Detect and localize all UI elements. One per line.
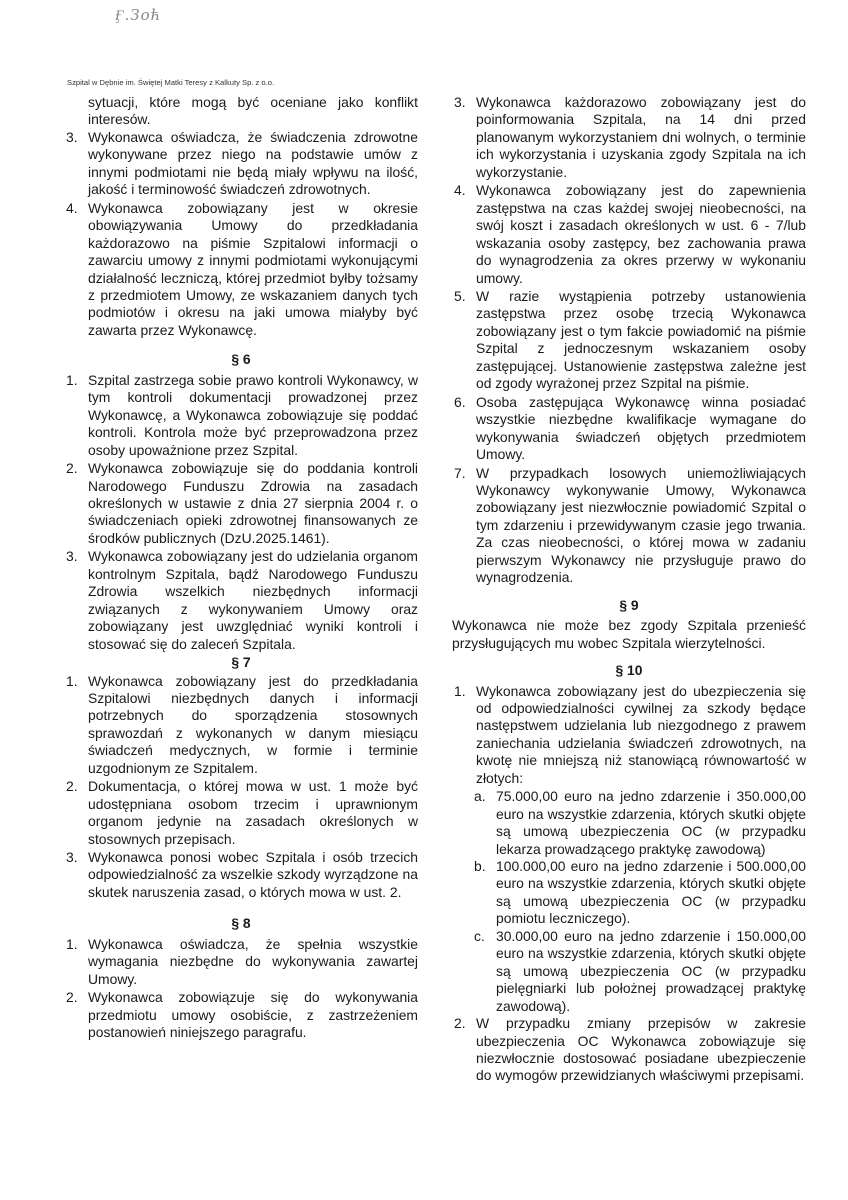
- item-text: Wykonawca zobowiązuje się do wykonywania przedmiotu umowy osobiście, z zastrzeżeniem postanowień niniejszego paragrafu.: [88, 989, 418, 1041]
- list-item: [64, 673, 418, 778]
- item-text: W razie wystąpienia potrzeby ustanowienia zastępstwa przez osobę trzecią Wykonawca zobowiązany jest o tym fakcie powiadomić na piśmie Szpital z jednoczesnym wskazaniem osoby zastępującej. Ustanowienie zastępstwa zależne jest od zgody wyrażonej przez Szpital na piśmie.: [476, 287, 806, 392]
- item-number: 1.: [66, 672, 78, 689]
- item-text: W przypadkach losowych uniemożliwiających Wykonawcy wykonywanie Umowy, Wykonawca zobowiązany jest niezwłocznie powiadomić Szpital o tym zdarzeniu i przewidywanym czasie jego trwania. Za czas nieobecności, o której mowa w zadaniu pierwszym Wykonawcy nie przysługuje prawo do wynagrodzenia.: [476, 464, 806, 586]
- sub-list-item: [472, 788, 806, 858]
- item-text: Wykonawca zobowiązany jest do przedkładania Szpitalowi niezbędnych danych i informacji potrzebnych do sporządzenia stosownych sprawozdań z wykonanych w danym miesiącu świadczeń medycznych, w formie i terminie uzgodnionym ze Szpitalem.: [88, 672, 418, 776]
- item-number: 1.: [454, 682, 466, 699]
- item-number: 6.: [454, 393, 466, 410]
- sub-list-item: [472, 858, 806, 928]
- list-item: [64, 200, 418, 340]
- item-text: Wykonawca zobowiązany jest w okresie obowiązywania Umowy do przedkładania każdorazowo na piśmie Szpitalowi informacji o zawarciu umowy z innymi podmiotami wykonującymi działalność leczniczą, której przedmiot byłby tożsamy z przedmiotem Umowy, ze wskazaniem danych tych podmiotów i okresu na jaki umowa miałyby być zawarta przez Wykonawcę.: [88, 199, 418, 338]
- item-number: 4.: [66, 199, 78, 216]
- item-number: 2.: [66, 989, 78, 1006]
- item-text: Wykonawca zobowiązany jest do ubezpieczenia się od odpowiedzialności cywilnej za szkody będące następstwem udzielania lub niezgodnego z prawem zaniechania udzielania świadczeń zdrowotnych, na kwotę nie mniejszą niż stanowiącą równowartość w złotych:: [476, 682, 806, 786]
- document-header: Szpital w Dębnie im. Świętej Matki Teresy z Kalkuty Sp. z o.o.: [67, 78, 275, 87]
- sub-item-text: 30.000,00 euro na jedno zdarzenie i 150.000,00 euro na wszystkie zdarzenia, których skutki objęte są umową ubezpieczenia OC (w przypadku pielęgniarki lub położnej prowadzącej praktykę zawodową).: [496, 927, 806, 1014]
- item-number: 5.: [454, 287, 466, 304]
- section-9-text: Wykonawca nie może bez zgody Szpitala przenieść przysługujących mu wobec Szpitala wierzytelności.: [452, 617, 806, 651]
- list-item: [452, 683, 806, 788]
- item-text: W przypadku zmiany przepisów w zakresie ubezpieczenia OC Wykonawca zobowiązuje się niezwłocznie dostosować posiadane ubezpieczenie do wymogów przewidzianych właściwymi przepisami.: [476, 1015, 806, 1084]
- sub-item-letter: b.: [474, 858, 486, 875]
- item-number: 2.: [454, 1015, 466, 1032]
- item-number: 3.: [66, 548, 78, 565]
- item-text: Dokumentacja, o której mowa w ust. 1 może być udostępniana osobom trzecim i uprawnionym organom jedynie na zasadach określonych w stosownych przepisach.: [88, 778, 418, 847]
- list-item: [64, 372, 418, 459]
- sub-item-letter: a.: [474, 788, 486, 805]
- item-text: Wykonawca ponosi wobec Szpitala i osób trzecich odpowiedzialność za wszelkie szkody wyrządzone na skutek naruszenia zasad, o których mowa w ust. 2.: [88, 849, 418, 900]
- item-text: Szpital zastrzega sobie prawo kontroli Wykonawcy, w tym kontroli dokumentacji prowadzonej przez Wykonawcę, a Wykonawca zobowiązuje się poddać kontroli. Kontrola może być przeprowadzona przez osoby upoważnione przez Szpital.: [88, 371, 418, 458]
- list-item: [64, 989, 418, 1041]
- item-number: 2.: [66, 778, 78, 795]
- item-number: 3.: [66, 849, 78, 866]
- item-text: Osoba zastępująca Wykonawcę winna posiadać wszystkie niezbędne kwalifikacje wymagane do wykonywania świadczeń objętych przedmiotem Umowy.: [476, 393, 806, 463]
- list-item: [452, 182, 806, 287]
- list-item: [452, 465, 806, 587]
- item-text: Wykonawca oświadcza, że świadczenia zdrowotne wykonywane przez niego na podstawie umów z innymi podmiotami nie będą miały wpływu na ilość, jakość i terminowość świadczeń zdrowotnych.: [88, 128, 418, 198]
- item-number: 1.: [66, 371, 78, 388]
- item-text: Wykonawca zobowiązuje się do poddania kontroli Narodowego Funduszu Zdrowia na zasadach określonych w ustawie z dnia 27 sierpnia 2004 r. o świadczeniach opieki zdrowotnej finansowanych ze środków publicznych (DzU.2025.1461).: [88, 460, 418, 546]
- sub-item-text: 75.000,00 euro na jedno zdarzenie i 350.000,00 euro na wszystkie zdarzenia, których skutki objęte są umową ubezpieczenia OC (w przypadku lekarza prowadzącego praktykę zawodową): [496, 788, 806, 857]
- list-item: [452, 94, 806, 181]
- item-text: Wykonawca oświadcza, że spełnia wszystkie wymagania niezbędne do wykonywania zawartej Umowy.: [88, 935, 418, 987]
- item-text: Wykonawca każdorazowo zobowiązany jest do poinformowania Szpitala, na 14 dni przed planowanym wykorzystaniem dni wolnych, o terminie ich wykorzystania i uzyskania zgody Szpitala na ich wykorzystanie.: [476, 94, 806, 180]
- list-item: [64, 460, 418, 547]
- list-item: [452, 1015, 806, 1085]
- sub-item-text: 100.000,00 euro na jedno zdarzenie i 500.000,00 euro na wszystkie zdarzenia, których skutki objęte są umową ubezpieczenia OC (w przypadku pomiotu leczniczego).: [496, 858, 806, 927]
- list-item: [64, 849, 418, 901]
- left-column: [64, 94, 418, 1043]
- list-item: [64, 778, 418, 848]
- item-number: 4.: [454, 182, 466, 199]
- list-item: [64, 129, 418, 199]
- list-item: [64, 936, 418, 988]
- section-heading-8: § 8: [231, 915, 251, 932]
- item-number: 3.: [66, 128, 78, 145]
- item-text: Wykonawca zobowiązany jest do zapewnienia zastępstwa na czas każdej swojej nieobecności, na swój koszt i zasadach określonych w ust. 6 - 7/lub wskazania osoby zastępcy, bez zachowania prawa do wynagrodzenia za okres przerwy w wykonaniu umowy.: [476, 182, 806, 286]
- sub-item-letter: c.: [474, 927, 485, 944]
- section-heading-6: § 6: [231, 351, 251, 368]
- handwritten-mark: Ӻ.Зоћ: [115, 6, 162, 24]
- item-number: 3.: [454, 94, 466, 110]
- sub-list-item: [472, 928, 806, 1015]
- list-item: [452, 394, 806, 464]
- continued-paragraph: sytuacji, które mogą być oceniane jako konflikt interesów.: [88, 94, 418, 128]
- right-column: [452, 94, 806, 1086]
- section-heading-9: § 9: [619, 596, 639, 613]
- section-heading-10: § 10: [615, 662, 643, 679]
- list-item: [452, 288, 806, 393]
- item-number: 7.: [454, 464, 466, 481]
- list-item: [64, 548, 418, 653]
- section-heading-7: § 7: [231, 654, 251, 671]
- item-number: 1.: [66, 935, 78, 952]
- item-text: Wykonawca zobowiązany jest do udzielania organom kontrolnym Szpitala, bądź Narodowego Funduszu Zdrowia wszelkich niezbędnych informacji związanych z wykonywaniem Umowy oraz zobowiązany jest uwzględniać wyniki kontroli i stosować się do zaleceń Szpitala.: [88, 548, 418, 652]
- item-number: 2.: [66, 460, 78, 477]
